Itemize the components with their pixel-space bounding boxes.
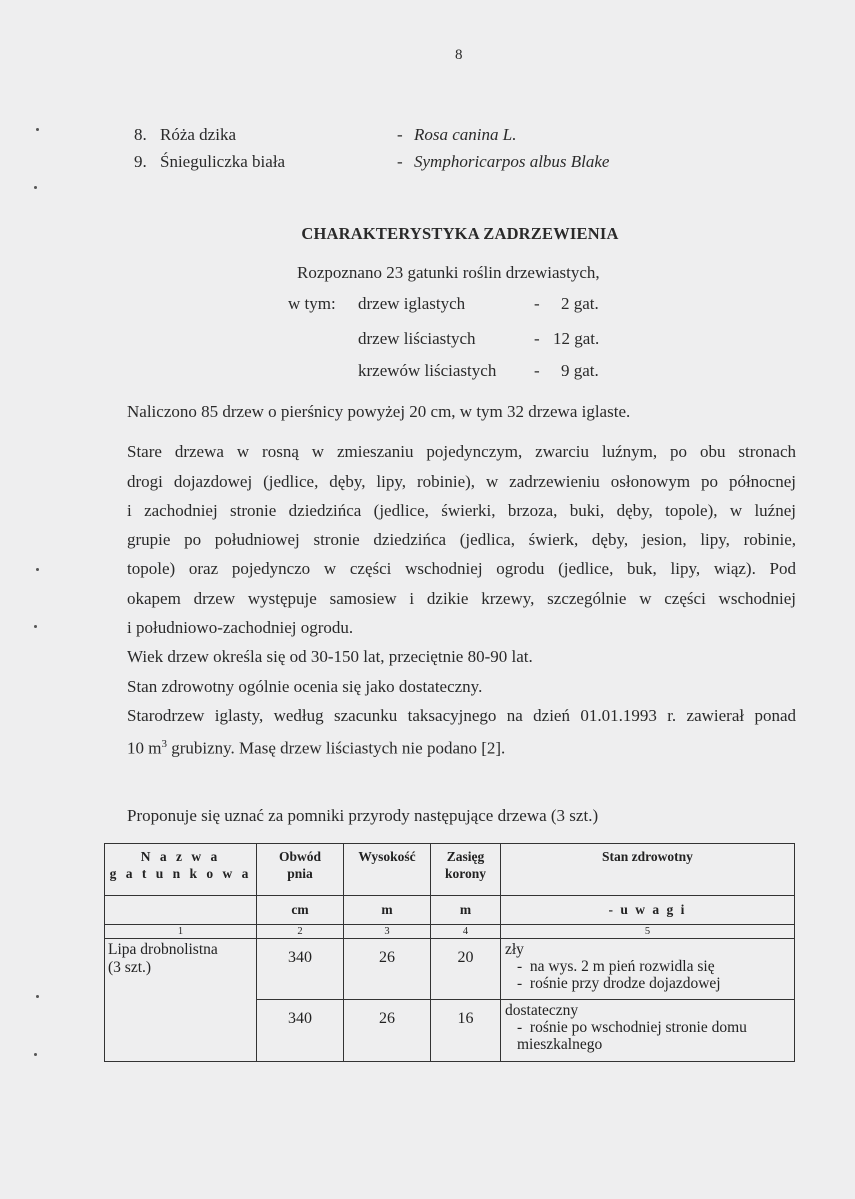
- species-number: 9.: [134, 152, 147, 171]
- scan-speck: [34, 1053, 37, 1056]
- scan-speck: [36, 995, 39, 998]
- starodrzew-line: Starodrzew iglasty, według szacunku taksacyjnego na dzień 01.01.1993 r. zawierał ponad: [127, 705, 796, 725]
- crown-cell: 16: [431, 1000, 501, 1062]
- section-heading: CHARAKTERYSTYKA ZADRZEWIENIA: [301, 224, 619, 243]
- species-latin-name: Symphoricarpos albus Blake: [414, 152, 610, 171]
- proposal-paragraph: Proponuje się uznać za pomniki przyrody następujące drzewa (3 szt.): [127, 806, 599, 825]
- header-name-line1: N a z w a: [140, 849, 221, 864]
- unit-crown: m: [431, 896, 501, 925]
- scan-speck: [36, 568, 39, 571]
- summary-row-value: 9 gat.: [561, 361, 599, 380]
- species-cell: [105, 939, 257, 1062]
- summary-row-dash: -: [534, 294, 540, 313]
- volume-exponent: 3: [161, 738, 167, 751]
- summary-w-tym: w tym:: [288, 294, 336, 313]
- species-number: 8.: [134, 125, 147, 144]
- note-item: - rośnie przy drodze dojazdowej: [517, 975, 721, 992]
- age-paragraph: Wiek drzew określa się od 30-150 lat, przeciętnie 80-90 lat.: [127, 647, 533, 667]
- stare-line: i zachodniej stronie dziedzińca (jedlice, świerki, brzoza, buki, dęby, topole), w luźnej: [127, 500, 796, 520]
- table-header-row: [105, 844, 795, 896]
- summary-row-dash: -: [534, 361, 540, 380]
- scan-speck: [34, 625, 37, 628]
- volume-rest: grubizny. Masę drzew liściastych nie podano [2].: [166, 738, 506, 758]
- note-text: na wys. 2 m pień rozwidla się: [529, 958, 715, 975]
- table-column-numbers: [105, 925, 795, 939]
- summary-row-label: drzew liściastych: [358, 329, 476, 348]
- summary-row-label: drzew iglastych: [358, 294, 466, 313]
- summary-row-label: krzewów liściastych: [358, 361, 497, 380]
- summary-row-value: 12 gat.: [553, 329, 600, 348]
- header-health: Stan zdrowotny: [501, 844, 795, 896]
- scan-speck: [34, 186, 37, 189]
- health-paragraph: Stan zdrowotny ogólnie ocenia się jako dostateczny.: [127, 676, 483, 696]
- note-text: rośnie po wschodniej stronie domu mieszkalnego: [517, 1019, 747, 1053]
- unit-girth: cm: [257, 896, 344, 925]
- stare-line: drogi dojazdowej (jedlice, dęby, lipy, robinie), w zadrzewieniu osłonowym po północnej: [127, 471, 796, 491]
- health-status: zły: [505, 941, 524, 958]
- species-cell-line1: Lipa drobnolistna: [108, 941, 218, 958]
- body-text: [127, 397, 796, 763]
- counted-paragraph: Naliczono 85 drzew o pierśnicy powyżej 20 cm, w tym 32 drzewa iglaste.: [127, 402, 631, 421]
- girth-cell: 340: [257, 1000, 344, 1062]
- header-girth: [257, 844, 344, 896]
- col-number: 2: [257, 925, 344, 939]
- height-cell: 26: [344, 1000, 431, 1062]
- header-name: [105, 844, 257, 896]
- monuments-table: [104, 843, 795, 1062]
- stare-line: topole) oraz pojedynczo w części wschodniej ogrodu (jedlice, buk, lipy, wiąz). Pod: [127, 559, 796, 579]
- stare-line: i południowo-zachodniej ogrodu.: [127, 618, 354, 638]
- species-polish-name: Śnieguliczka biała: [160, 152, 286, 171]
- unit-health: - u w a g i: [501, 896, 795, 925]
- header-name-line2: g a t u n k o w a: [109, 866, 252, 881]
- page-number: 8: [455, 47, 463, 63]
- species-dash: -: [397, 152, 403, 171]
- col-number: 4: [431, 925, 501, 939]
- crown-cell: 20: [431, 939, 501, 1000]
- col-number: 3: [344, 925, 431, 939]
- stare-line: grupie po południowej stronie dziedzińca (jedlica, świerk, dęby, jesion, lipy, robinie,: [127, 530, 796, 550]
- starodrzew-line-2: [127, 730, 796, 763]
- volume-value: 10 m: [127, 738, 162, 758]
- col-number: 5: [501, 925, 795, 939]
- species-polish-name: Róża dzika: [160, 125, 236, 144]
- summary-intro: Rozpoznano 23 gatunki roślin drzewiastych,: [297, 263, 600, 282]
- col-number: 1: [105, 925, 257, 939]
- health-status: dostateczny: [505, 1002, 579, 1019]
- stare-line: Stare drzewa w rosną w zmieszaniu pojedynczym, zwarciu luźnym, po obu stronach: [127, 442, 796, 462]
- unit-height: m: [344, 896, 431, 925]
- header-crown: [431, 844, 501, 896]
- header-girth-line2: pnia: [287, 866, 313, 881]
- notes-cell: [501, 939, 795, 1000]
- note-item: - na wys. 2 m pień rozwidla się: [517, 958, 715, 975]
- summary-row-dash: -: [534, 329, 540, 348]
- scan-speck: [36, 128, 39, 131]
- species-latin-name: Rosa canina L.: [414, 125, 517, 144]
- height-cell: 26: [344, 939, 431, 1000]
- girth-cell: 340: [257, 939, 344, 1000]
- table-row: [105, 939, 795, 1000]
- header-crown-line1: Zasięg: [446, 849, 485, 864]
- stare-line: okapem drzew występuje samosiew i dzikie krzewy, szczególnie w części wschodniej: [127, 588, 796, 608]
- note-text: rośnie przy drodze dojazdowej: [529, 975, 721, 992]
- header-crown-line2: korony: [444, 866, 486, 881]
- unit-name: [105, 896, 257, 925]
- notes-cell: [501, 1000, 795, 1062]
- species-cell-line2: (3 szt.): [108, 959, 152, 976]
- summary-row-value: 2 gat.: [561, 294, 599, 313]
- header-girth-line1: Obwód: [278, 849, 322, 864]
- table-units-row: [105, 896, 795, 925]
- note-item: - rośnie po wschodniej stronie domu mieszkalnego: [517, 1019, 747, 1053]
- header-height: Wysokość: [344, 844, 431, 896]
- species-dash: -: [397, 125, 403, 144]
